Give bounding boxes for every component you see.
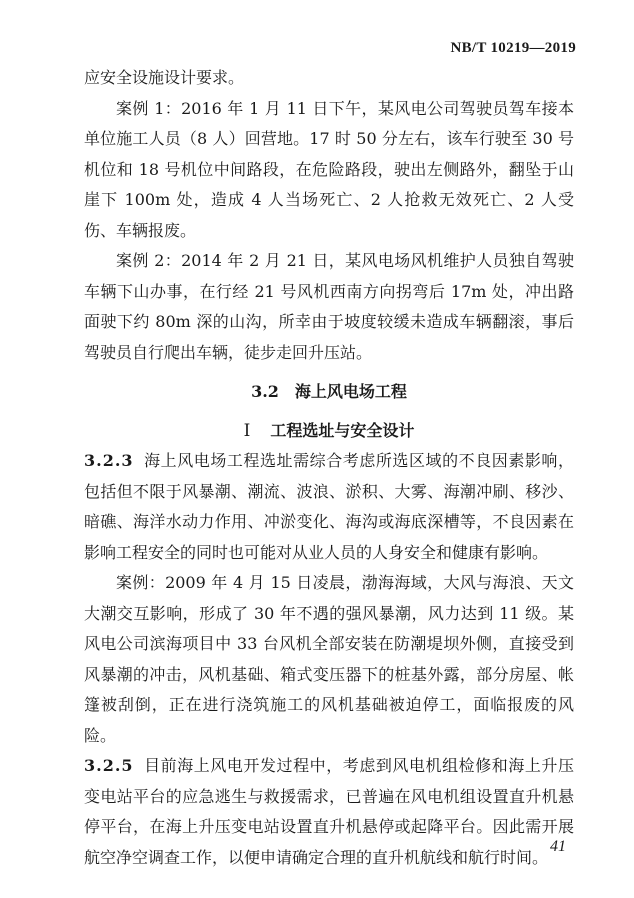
clause-3-2-5 (84, 751, 574, 873)
paragraph-continuation: 应安全设施设计要求。 (84, 68, 245, 87)
clause-text: 海上风电场工程选址需综合考虑所选区域的不良因素影响，包括但不限于风暴潮、潮流、波浪、淤积、大雾、海潮冲刷、移沙、暗礁、海洋水动力作用、冲淤变化、海沟或海底深槽等，不良因素在影响工程安全的同时也可能对从业人员的人身安全和健康有影响。 (84, 451, 574, 562)
page-number: 41 (550, 838, 566, 855)
paragraph-case-3: 案例：2009 年 4 月 15 日凌晨，渤海海域，大风与海浪、天文大潮交互影响，形成了 30 年不遇的强风暴潮，风力达到 11 级。某风电公司滨海项目中 33 台风机全部安装在防潮堤坝外侧，直接受到风暴潮的冲击，风机基础、箱式变压器下的桩基外露，部分房屋、帐篷被刮倒，正在进行浇筑施工的风机基础被迫停工，面临报废的风险。 (84, 573, 574, 745)
subsection-roman-numeral: Ⅰ (243, 420, 251, 441)
subsection-heading (84, 416, 574, 447)
clause-3-2-3 (84, 446, 574, 568)
clause-text: 目前海上风电开发过程中，考虑到风电机组检修和海上升压变电站平台的应急逃生与救援需求，已普遍在风电机组设置直升机悬停平台，在海上升压变电站设置直升机悬停或起降平台。因此需开展航空净空调查工作，以便申请确定合理的直升机航线和航行时间。 (84, 756, 574, 867)
section-number: 3.2 (251, 382, 279, 401)
body-text (84, 63, 574, 873)
clause-number: 3.2.5 (84, 756, 134, 775)
section-title: 海上风电场工程 (294, 382, 407, 401)
section-heading (84, 368, 574, 416)
standard-number-header: NB/T 10219—2019 (450, 40, 576, 56)
paragraph-case-2: 案例 2：2014 年 2 月 21 日，某风电场风机维护人员独自驾驶车辆下山办事，在行经 21 号风机西南方向拐弯后 17m 处，冲出路面驶下约 80m 深的山沟，所幸由于坡度较缓未造成车辆翻滚，事后驾驶员自行爬出车辆，徒步走回升压站。 (84, 251, 574, 362)
clause-number: 3.2.3 (84, 451, 134, 470)
paragraph-case-1: 案例 1：2016 年 1 月 11 日下午，某风电公司驾驶员驾车接本单位施工人员（8 人）回营地。17 时 50 分左右，该车行驶至 30 号机位和 18 号机位中间路段，在危险路段，驶出左侧路外，翻坠于山崖下 100m 处，造成 4 人当场死亡、2 人抢救无效死亡、2 人受伤、车辆报废。 (84, 98, 574, 240)
subsection-title: 工程选址与安全设计 (270, 420, 415, 440)
